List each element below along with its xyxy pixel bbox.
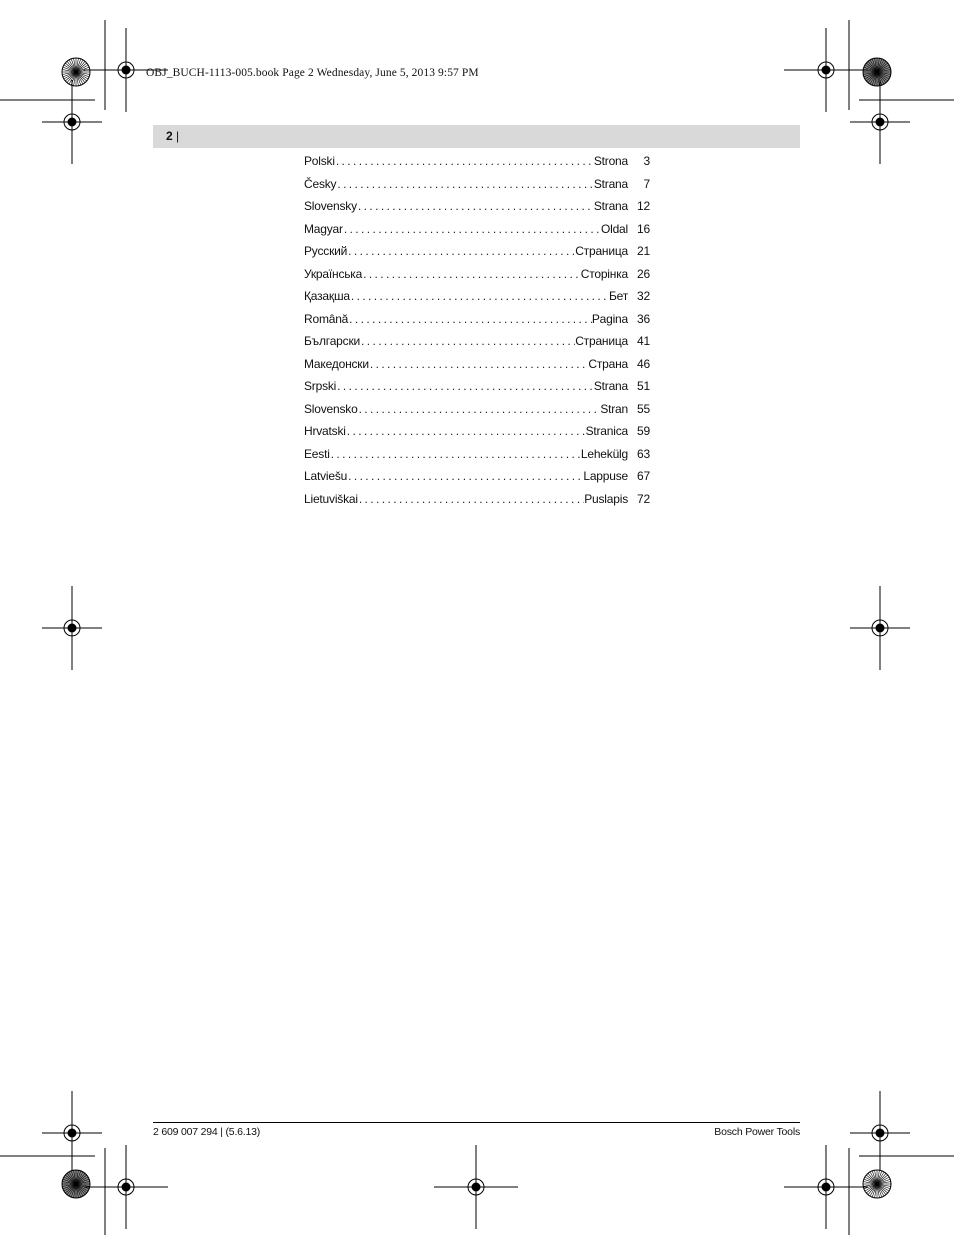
toc-page-number: 63 xyxy=(637,446,650,461)
toc-page-number: 16 xyxy=(637,221,650,236)
toc-row-srpski xyxy=(304,379,650,402)
toc-language: Русский xyxy=(304,244,348,258)
registration-mark-dot xyxy=(68,1129,76,1137)
toc-page-number: 21 xyxy=(637,244,650,258)
toc-language: Українська xyxy=(304,266,363,281)
toc-language: Polski xyxy=(304,154,335,168)
toc-page-number: 7 xyxy=(643,176,650,191)
page-header-bar xyxy=(153,125,800,148)
toc-page-word: Stranica xyxy=(585,424,628,438)
registration-mark-dot xyxy=(876,1129,884,1137)
footer-document-number: 2 609 007 294 | (5.6.13) xyxy=(153,1126,261,1138)
toc-language: Česky xyxy=(304,176,337,191)
toc-leader-dots xyxy=(336,379,594,393)
toc-page-word: Stran xyxy=(600,401,628,416)
page-number-separator: | xyxy=(176,129,180,143)
toc-page-word: Strana xyxy=(593,176,628,191)
page-number: 2 xyxy=(166,129,173,143)
toc-page-number: 55 xyxy=(637,401,650,416)
toc-page-number: 36 xyxy=(637,311,650,326)
toc-page-number: 26 xyxy=(637,266,650,281)
toc-leader-dots xyxy=(343,222,601,236)
registration-mark-dot xyxy=(68,624,76,632)
toc-language: Eesti xyxy=(304,446,330,461)
toc-row-magyar xyxy=(304,222,650,245)
toc-page-word: Сторінка xyxy=(580,266,628,281)
toc-row-bulgarian xyxy=(304,334,650,357)
slug-line: OBJ_BUCH-1113-005.book Page 2 Wednesday, June 5, 2013 9:57 PM xyxy=(146,67,479,79)
registration-mark-dot xyxy=(876,624,884,632)
toc-page-word: Бет xyxy=(608,289,628,303)
toc-leader-dots xyxy=(346,424,586,438)
toc-row-kazakh xyxy=(304,289,650,312)
toc-leader-dots xyxy=(348,312,592,326)
toc-row-slovensky xyxy=(304,199,650,222)
toc-page-word: Strona xyxy=(593,154,628,168)
toc-row-eesti xyxy=(304,447,650,470)
toc-language: Български xyxy=(304,334,360,348)
toc-leader-dots xyxy=(336,177,594,191)
toc-page-word: Pagina xyxy=(591,311,628,326)
toc-row-lietuviskai xyxy=(304,492,650,515)
registration-mark-dot xyxy=(822,1183,830,1191)
toc-page-number: 46 xyxy=(637,356,650,371)
toc-row-russian xyxy=(304,244,650,267)
toc-page-word: Lehekülg xyxy=(580,446,628,461)
toc-language: Қазақша xyxy=(304,289,350,303)
toc-row-slovensko xyxy=(304,402,650,425)
toc-page-word: Oldal xyxy=(600,221,628,236)
toc-page-number: 12 xyxy=(637,199,650,213)
registration-mark-dot xyxy=(822,66,830,74)
toc-row-romana xyxy=(304,312,650,335)
table-of-contents xyxy=(304,154,650,514)
toc-leader-dots xyxy=(362,267,581,281)
toc-leader-dots xyxy=(347,469,583,483)
registration-mark-dot xyxy=(122,66,130,74)
toc-page-number: 3 xyxy=(643,154,650,168)
toc-row-macedonian xyxy=(304,357,650,380)
toc-page-word: Страна xyxy=(588,356,628,371)
toc-leader-dots xyxy=(347,244,575,258)
toc-page-number: 59 xyxy=(637,424,650,438)
toc-language: Lietuviškai xyxy=(304,491,358,506)
toc-language: Latviešu xyxy=(304,469,348,483)
registration-mark-dot xyxy=(472,1183,480,1191)
toc-row-cesky xyxy=(304,177,650,200)
toc-page-word: Lappuse xyxy=(583,469,628,483)
toc-language: Srpski xyxy=(304,379,337,393)
toc-row-polski xyxy=(304,154,650,177)
toc-leader-dots xyxy=(350,289,609,303)
toc-page-number: 32 xyxy=(637,289,650,303)
toc-row-hrvatski xyxy=(304,424,650,447)
toc-language: Magyar xyxy=(304,221,343,236)
toc-page-word: Страница xyxy=(575,334,628,348)
toc-page-number: 51 xyxy=(637,379,650,393)
toc-page-word: Strana xyxy=(593,379,628,393)
registration-mark-dot xyxy=(122,1183,130,1191)
toc-leader-dots xyxy=(357,199,594,213)
toc-page-number: 67 xyxy=(637,469,650,483)
toc-leader-dots xyxy=(360,334,575,348)
registration-mark-dot xyxy=(68,118,76,126)
toc-leader-dots xyxy=(335,154,594,168)
toc-page-number: 41 xyxy=(637,334,650,348)
footer-brand: Bosch Power Tools xyxy=(714,1126,800,1138)
toc-language: Hrvatski xyxy=(304,424,346,438)
toc-leader-dots xyxy=(330,447,581,461)
toc-leader-dots xyxy=(358,402,601,416)
toc-language: Slovensko xyxy=(304,401,358,416)
toc-page-word: Страница xyxy=(575,244,628,258)
toc-row-ukrainian xyxy=(304,267,650,290)
footer-rule xyxy=(153,1122,800,1123)
toc-leader-dots xyxy=(358,492,584,506)
toc-language: Slovensky xyxy=(304,199,357,213)
toc-leader-dots xyxy=(369,357,589,371)
toc-language: Македонски xyxy=(304,356,369,371)
registration-mark-dot xyxy=(876,118,884,126)
toc-page-number: 72 xyxy=(637,491,650,506)
toc-language: Română xyxy=(304,311,349,326)
toc-row-latviesu xyxy=(304,469,650,492)
toc-page-word: Strana xyxy=(593,199,628,213)
toc-page-word: Puslapis xyxy=(584,491,628,506)
